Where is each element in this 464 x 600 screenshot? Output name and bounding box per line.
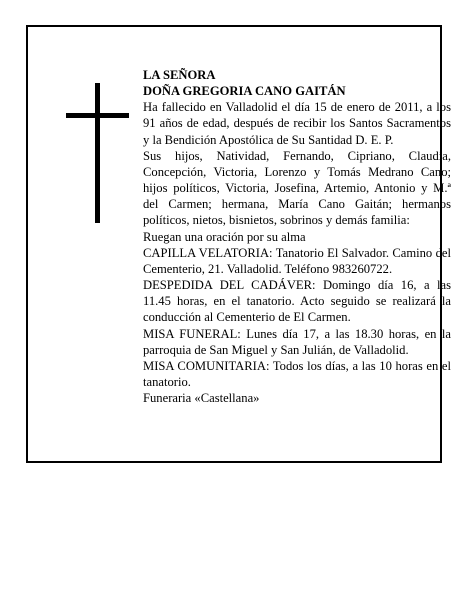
obituary-notice [26, 25, 451, 463]
notice-paragraph-wake: CAPILLA VELATORIA: Tanatorio El Salvador. Camino del Cementerio, 21. Valladolid. Teléfono 983260722. [143, 245, 451, 276]
notice-deceased-name: DOÑA GREGORIA CANO GAITÁN [143, 84, 346, 99]
notice-title-line1: LA SEÑORA [143, 68, 216, 82]
notice-paragraph-family: Sus hijos, Natividad, Fernando, Cipriano, Claudia, Concepción, Victoria, Lorenzo y Tomás Medrano Cano; hijos políticos, Victoria, Josefina, Artemio, Antonio y M.ª del Carmen; hermana, María Cano Gaitán; hermanos políticos, nietos, bisnietos, sobrinos y demás familia: [143, 148, 451, 228]
notice-paragraph-prayer: Ruegan una oración por su alma [143, 229, 306, 244]
notice-paragraph-death: Ha fallecido en Valladolid el día 15 de enero de 2011, a los 91 años de edad, después de recibir los Santos Sacramentos y la Bendición Apostólica de Su Santidad D. E. P. [143, 100, 451, 147]
notice-paragraph-farewell: DESPEDIDA DEL CADÁVER: Domingo día 16, a las 11.45 horas, en el tanatorio. Acto seguido se realizará la conducción al Cementerio de El Carmen. [143, 278, 451, 325]
notice-paragraph-funeral-mass: MISA FUNERAL: Lunes día 17, a las 18.30 horas, en la parroquia de San Miguel y San Julián, de Valladolid. [143, 326, 451, 357]
notice-paragraph-community-mass: MISA COMUNITARIA: Todos los días, a las 10 horas en el tanatorio. [143, 358, 451, 389]
notice-paragraph-funeral-home: Funeraria «Castellana» [143, 391, 260, 406]
notice-text [143, 67, 451, 406]
